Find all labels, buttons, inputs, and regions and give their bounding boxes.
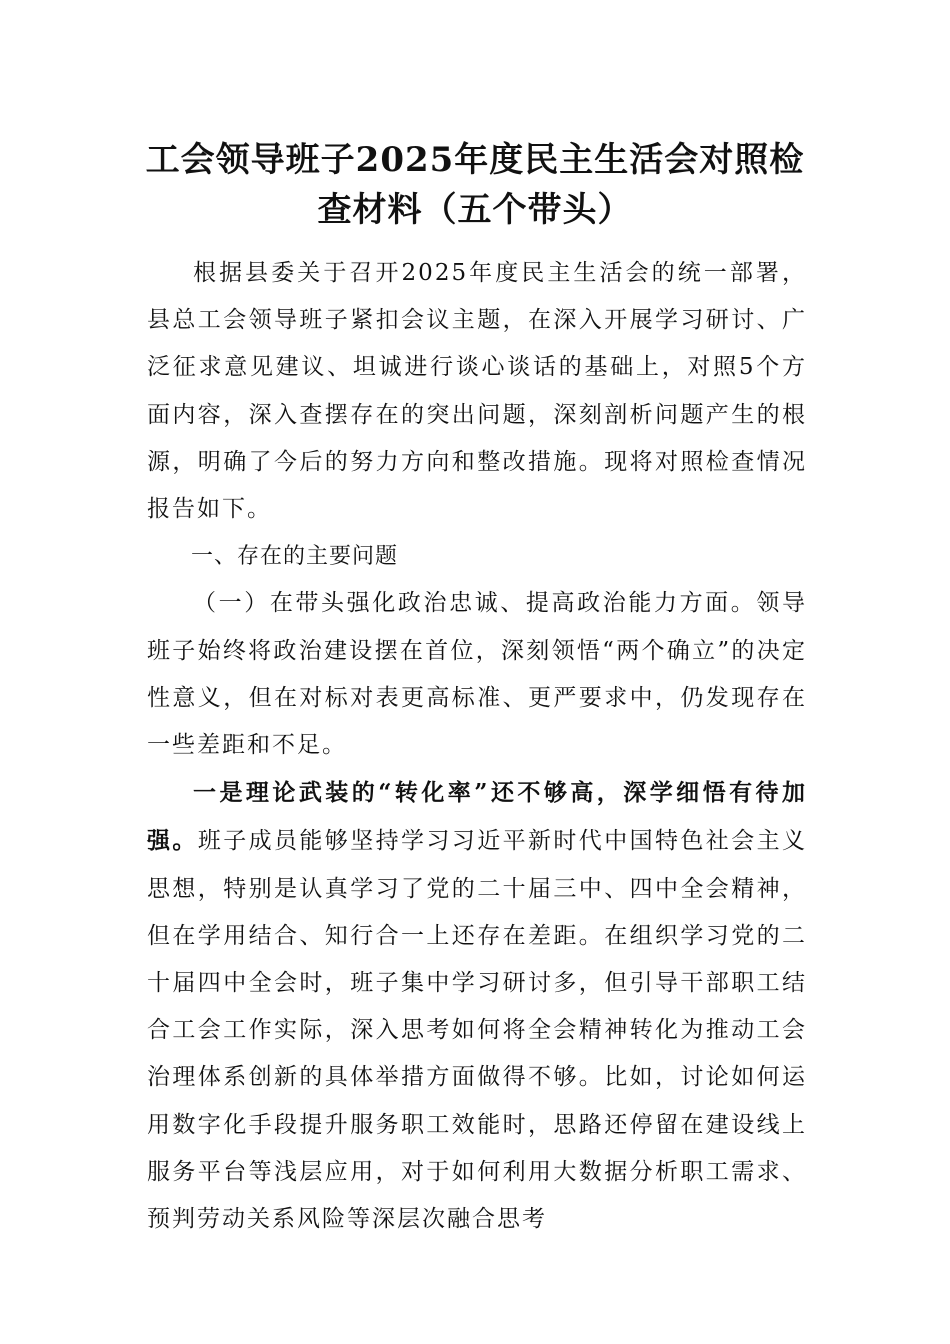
- intro-paragraph: 根据县委关于召开2025年度民主生活会的统一部署，县总工会领导班子紧扣会议主题，在深入开展学习研讨、广泛征求意见建议、坦诚进行谈心谈话的基础上，对照5个方面内容，深入查摆存在的突出问题，深刻剖析问题产生的根源，明确了今后的努力方向和整改措施。现将对照检查情况报告如下。: [147, 260, 807, 523]
- document-title: [140, 135, 810, 235]
- section-heading-problems: 一、存在的主要问题: [191, 544, 399, 570]
- subsection-text-1: 领导班子始终将政治建设摆在首位，深刻领悟“两个确立”的决定性意义，但在对标对表更高标准、更严要求中，仍发现存在一些差距和不足。: [147, 590, 808, 759]
- subsection-paragraph-1: [147, 580, 807, 769]
- point-paragraph-1: [147, 769, 807, 1243]
- title-line-1: 工会领导班子2025年度民主生活会对照检: [145, 139, 805, 180]
- point-text-1: 班子成员能够坚持学习习近平新时代中国特色社会主义思想，特别是认真学习了党的二十届三中、四中全会精神，但在学用结合、知行合一上还存在差距。在组织学习党的二十届四中全会时，班子集中学习研讨多，但引导干部职工结合工会工作实际，深入思考如何将全会精神转化为推动工会治理体系创新的具体举措方面做得不够。比如，讨论如何运用数字化手段提升服务职工效能时，思路还停留在建设线上服务平台等浅层应用，对于如何利用大数据分析职工需求、预判劳动关系风险等深层次融合思考: [147, 828, 808, 1233]
- point-lead-1: 一是理论武装的“转化率”还不够高，深学细悟有待加强。: [147, 779, 807, 855]
- subsection-heading-1: （一）在带头强化政治忠诚、提高政治能力方面。: [193, 590, 757, 617]
- document-body: [147, 250, 807, 1243]
- title-line-2: 查材料（五个带头）: [317, 189, 633, 230]
